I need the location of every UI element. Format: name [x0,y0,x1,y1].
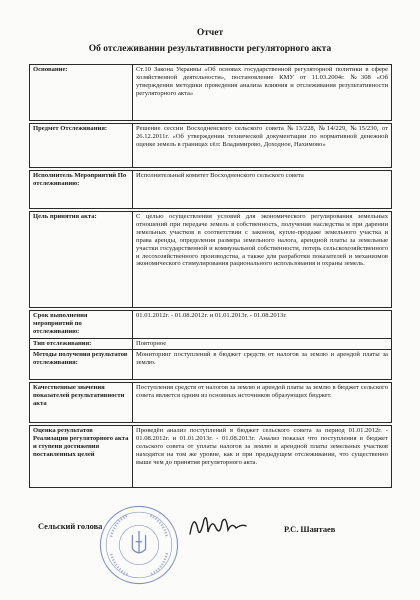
document-subtitle: Об отслеживании результативности регуляторного акта [88,44,332,54]
table-row [30,349,392,379]
row-value: Исполнительный комитет Восходненского сельского совета [133,171,392,209]
table-row [30,382,392,422]
row-value: Проведён анализ поступлений в бюджет сельского совета за период 01.01.2012г. - 01.08.2012г. и 01.01.2013г. - 01.08.2013г. Анализ показал что поступления в бюджет сельского совета от уплаты налогов за землю и арендной платы земельных участков находятся на том же уровне, как и при предыдущем отслеживании, что существенно выше чем до принятия регуляторного акта. [133,425,392,487]
row-label: Методы получения результатов отслеживания: [30,349,133,379]
row-value: Повторное [133,339,392,350]
row-label: Исполнитель Мероприятий По отслеживанию: [30,171,133,209]
row-label: Срок выполнения мероприятий по отслеживанию: [30,311,133,339]
row-value: Поступления средств от налогов за землю и арендой платы за землю в бюджет сельского совета является одним из основных источников образующих бюджет. [133,382,392,422]
table-row [30,212,392,308]
row-value: Ст.10 Закона Украины «Об основах государственной регуляторной политики в сфере хозяйственной деятельности», постановление КМУ от 11.03.2004г. №308 «Об утверждении методики проведения анализа влияния и отслеживания результативности регуляторного акта» [133,65,392,121]
table-row [30,65,392,121]
signature-area [0,500,420,600]
row-label: Тип отслеживания: [30,339,133,350]
table-row [30,339,392,350]
row-label: Основание: [30,65,133,121]
signatory-role: Сельский голова [38,522,103,531]
table-row [30,311,392,339]
official-seal-icon [98,504,180,586]
table-row [30,171,392,209]
table-row [30,425,392,487]
row-label: Предмет Отслеживания: [30,124,133,168]
row-value: Мониторинг поступлений в бюджет средств от налогов за землю и арендой платы за землю. [133,349,392,379]
row-value: 01.01.2012г. - 01.08.2012г. и 01.01.2013г. - 01.08.2013г. [133,311,392,339]
row-label: Качественные значения показателей результативности акта [30,382,133,422]
table-row [30,124,392,168]
row-value: Решение сессии Восходненского сельского совета №13/228, №14/229, №15/230, от 26.12.2011г. «Об утверждении технической документации по нормативной денежной оценке земель в границах сёл: Владимирово, Доходное, Нахимово» [133,124,392,168]
row-value: С целью осуществления условий для экономического регулирования земельных отношений при передаче земель в собственность, получения наследства и при дарении земельных участков в соответствии с законом, купле-продаже земельного участка и права аренды, определения размера земельного налога, арендной платы за земельные участки государственной и коммунальной собственности, потерь сельскохозяйственного и лесохозяйственного производства, а также для разработки показателей и механизмов экономического стимулирования рационального использования и охраны земель. [133,212,392,308]
document-title: Отчет [196,28,224,38]
handwritten-signature-icon [186,508,250,542]
row-label: Оценка результатов Реализации регуляторного акта и ступени достижения поставленных целей [30,425,133,487]
report-table [29,64,392,488]
signatory-name: Р.С. Шантаев [284,525,336,534]
row-label: Цель принятия акта: [30,212,133,308]
